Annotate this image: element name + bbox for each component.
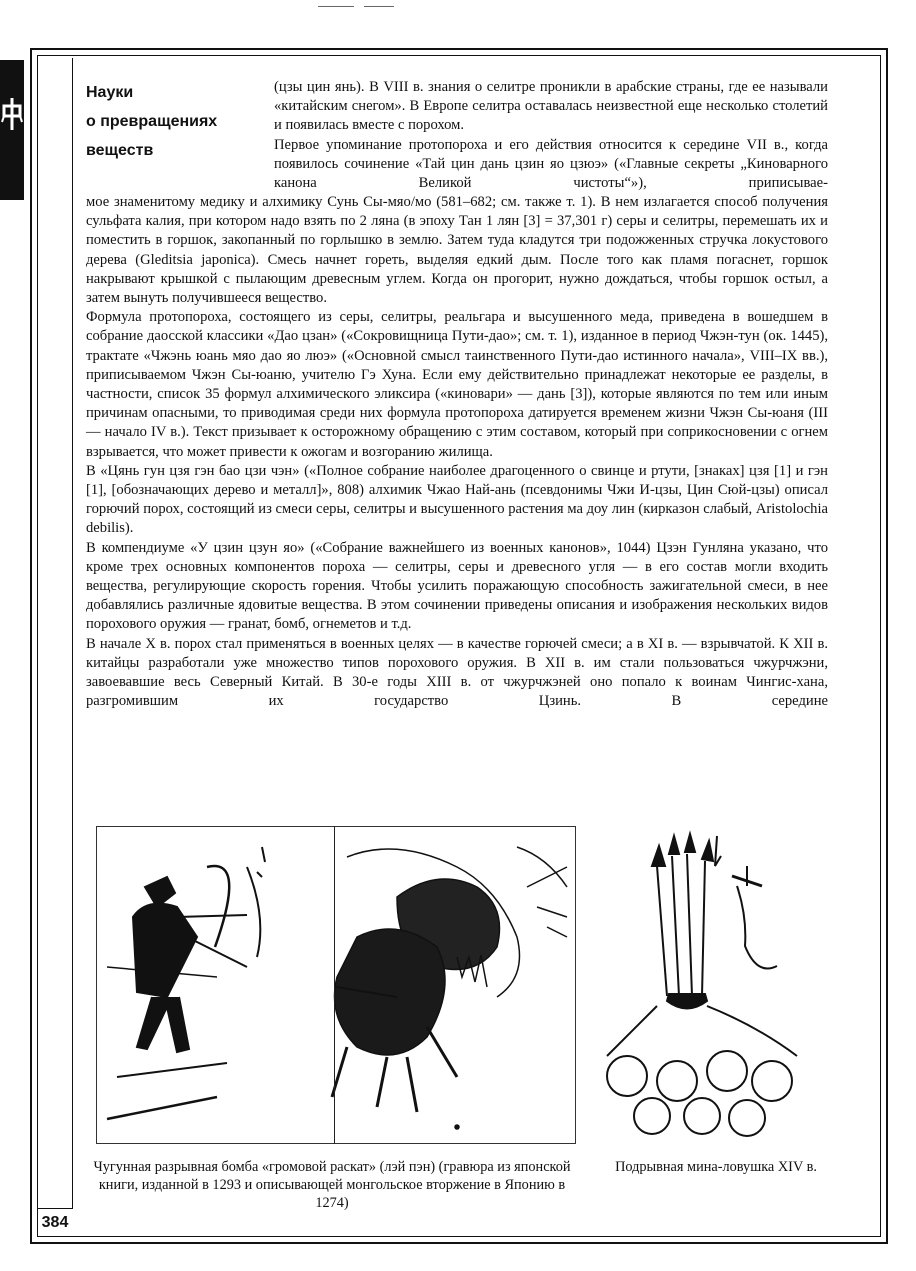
heading-line-2: о превращениях: [86, 113, 218, 130]
text-column-main: [86, 193, 828, 711]
margin-rule: [72, 58, 73, 1208]
paragraph-main-2: Формула протопороха, состоящего из серы, селитры, реальгара и высушенного меда, приведена в вошедшем в собрание даосской классики «Дао цзан» («Сокровищница Пути-дао»; см. т. 1), изданное в период Чжэн-тун (ок. 1445), трактате «Чжэнь юань мяо дао яо люэ» («Основной смысл таинственного Пути-дао истинного начала», VIII–IX вв.), приписываемом Чжэн Сы-юаню, учителю Гэ Хуна. Если ему действительно принадлежат некоторые ее разделы, в частности, список 35 формул алхимического эликсира («киновари» — дань [3]), которые являются по тем или иным причинам опасными, то приводимая среди них формула протопороха датируется временем жизни Чжэн Сы-юаня (III — начало IV в.). Текст призывает к осторожному обращению с этим составом, который при соприкосновении с огнем взрывается, что может привести к ожогам и возгоранию жилища.: [86, 309, 828, 460]
figure-caption-engraving: Чугунная разрывная бомба «громовой раскат» (лэй пэн) (гравюра из японской книги, изданной в 1293 и описывающей монгольское вторжение в Японию в 1274): [93, 1159, 571, 1211]
figure-mine-trap: [597, 826, 833, 1144]
heading-line-3: веществ: [86, 142, 154, 159]
paragraph-main-3: В «Цянь гун цзя гэн бао цзи чэн» («Полное собрание наиболее драгоценного о свинце и ртути, [знаках] цзя [1] и гэн [1], [обозначающих дерево и металл]», 808) алхимик Чжао Най-ань (псевдонимы Чжи И-цзы, Цин Сюй-цзы) описал горючий порох, состоящий из смеси серы, селитры и высушенного растения ма доу лин (кирказон слабый, Aristolochia debilis).: [86, 462, 828, 537]
top-rule-right: [364, 6, 394, 7]
paragraph-top-2: Первое упоминание протопороха и его действия относится к середине VII в., когда появилось сочинение «Тай цин дань цзин яо цзюэ» («Главные секреты „Киноварного канона Великой чистоты“»), приписывае-: [274, 136, 828, 192]
paragraph-main-1: мое знаменитому медику и алхимику Сунь Сы-мяо/мо (581–682; см. также т. 1). В нем излагается способ получения сульфата калия, при котором надо взять по 2 ляна (в эпоху Тан 1 лян [3] = 37,301 г) серы и селитры, перемешать их и поместить в горшок, закопанный по горлышко в землю. Затем туда кладутся три подожженных стручка локустового дерева (Gleditsia japonica). Смесь начнет гореть, выделяя едкий дым. После того как пламя погаснет, горшок накрывают крышкой с пылающим древесным углем. Когда он прогорит, нужно дождаться, чтобы горшок остыл, а затем вынуть получившееся вещество.: [86, 194, 828, 307]
paragraph-top-1: (цзы цин янь). В VIII в. знания о селитре проникли в арабские страны, где ее называли «китайским снегом». В Европе селитра оставалась неизвестной еще несколько столетий и появилась вместе с порохом.: [274, 79, 828, 134]
heading-line-1: Науки: [86, 84, 134, 101]
mine-trap-illustration: [597, 826, 833, 1144]
engraving-illustration: [97, 827, 575, 1143]
paragraph-main-4: В компендиуме «У цзин цзун яо» («Собрание важнейшего из военных канонов», 1044) Цзэн Гунляна указано, что кроме трех основных компонентов пороха — селитры, серы и древесного угля — в его состав могли входить вещества, регулирующие скорость горения. Чтобы усилить поражающую способность зажигательной смеси, в нее добавлялись различные ядовитые вещества. В этом сочинении приведены описания и изображения нескольких видов порохового оружия — гранат, бомб, огнеметов и т.д.: [86, 539, 828, 633]
page-number: 384: [37, 1208, 73, 1237]
figure-panel-divider: [334, 826, 335, 1144]
side-tab-glyph-icon: [0, 96, 24, 132]
section-heading: [86, 78, 256, 165]
figure-caption-mine-trap: Подрывная мина-ловушка XIV в.: [615, 1159, 817, 1175]
paragraph-main-5: В начале X в. порох стал применяться в военных целях — в качестве горючей смеси; а в XI в. — взрывчатой. К XII в. китайцы разработали уже множество типов порохового оружия. В XII в. им стали пользоваться чжурчжэни, завоевавшие весь Северный Китай. В 30-е годы XIII в. от чжурчжэней оно попало к воинам Чингис-хана, разгромившим их государство Цзинь. В середине: [86, 635, 828, 710]
top-rule-left: [318, 6, 354, 7]
text-column-top: [274, 78, 828, 193]
figure-engraving: [96, 826, 576, 1144]
